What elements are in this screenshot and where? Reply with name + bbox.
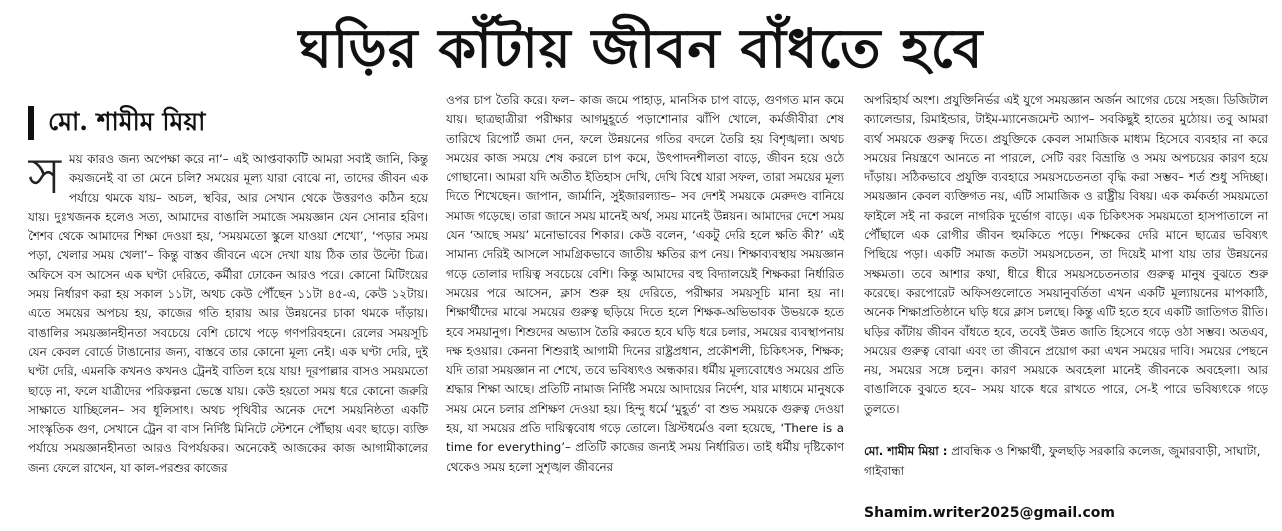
author-bio bbox=[864, 441, 1268, 481]
bio-text: প্রাবন্ধিক ও শিক্ষার্থী, ফুলছড়ি সরকারি কলেজ, জুমারবাড়ী, সাঘাটা, গাইবান্ধা bbox=[864, 444, 1261, 478]
column-2-text: ওপর চাপ তৈরি করে। ফল– কাজ জমে পাহাড়, মানসিক চাপ বাড়ে, গুণগত মান কমে যায়। ছাত্রছাত্রীরা পরীক্ষার আগমুহূর্তে পড়াশোনার ঝাঁপি খোলে, কর্মজীবীরা শেষ তারিখে রিপোর্ট জমা দেন, ফলে উন্নয়নের গতির বদলে তৈরি হয় বিশৃঙ্খলা। অথচ সময়ের কাজ সময়ে শেষ করলে চাপ কমে, উৎপাদনশীলতা বাড়ে, জীবন হয়ে ওঠে গোছানো। আমরা যদি অতীত ইতিহাস দেখি, দেখি বিশ্বে যারা সফল, তারা সময়ের মূল্য দিতে শিখেছেন। জাপান, জার্মানি, সুইজারল্যান্ড– সব দেশই সময়কে মেরুদণ্ড বানিয়ে সমাজ গড়েছে। তারা জানে সময় মানেই অর্থ, সময় মানেই উন্নয়ন। আমাদের দেশে সময় যেন ‘আছে সময়’ মনোভাবের শিকার। কেউ বলেন, ‘একটু দেরি হলে ক্ষতি কী?’ এই সামান্য দেরিই আসলে সামগ্রিকভাবে জাতীয় ক্ষতির রূপ নেয়। শিক্ষাব্যবস্থায় সময়জ্ঞান গড়ে তোলার দায়িত্ব সবচেয়ে বেশি। কিন্তু আমাদের বহু বিদ্যালয়েই শিক্ষকরা নির্ধারিত সময়ের পরে আসেন, ক্লাস শুরু হয় দেরিতে, পরীক্ষার সময়সূচি মানা হয় না। শিক্ষার্থীদের মাঝে সময়ের গুরুত্ব ছড়িয়ে দিতে হলে শিক্ষক-অভিভাবক উভয়কে হতে হবে সময়ানুগ। শিশুদের অভ্যাস তৈরি করতে হবে ঘড়ি ধরে চলার, সময়ের ব্যবস্থাপনায় দক্ষ হওয়ার। কেননা শিশুরাই আগামী দিনের রাষ্ট্রপ্রধান, প্রকৌশলী, চিকিৎসক, শিক্ষক; যদি তারা সময়জ্ঞান না শেখে, তবে ভবিষ্যৎও অন্ধকার। ধর্মীয় মূল্যবোধেও সময়ের প্রতি শ্রদ্ধার শিক্ষা আছে। প্রতিটি নামাজ নির্দিষ্ট সময়ে আদায়ের নির্দেশ, যার মাধ্যমে মানুষকে সময় মেনে চলার প্রশিক্ষণ দেওয়া হয়। হিন্দু ধর্মে ‘মুহূর্ত’ বা শুভ সময়কে গুরুত্ব দেওয়া হয়, যা সময়ের প্রতি দায়িত্ববোধ গড়ে তোলে। খ্রিস্টধর্মেও বলা হয়েছে, ‘There is a time for everything’– প্রতিটি কাজের জন্যই সময় নির্ধারিত। তাই ধর্মীয় দৃষ্টিকোণ থেকেও সময় হলো সুশৃঙ্খল জীবনের bbox=[446, 93, 844, 474]
bio-name: মো. শামীম মিয়া : bbox=[864, 444, 948, 458]
column-3-text: অপরিহার্য অংশ। প্রযুক্তিনির্ভর এই যুগে সময়জ্ঞান অর্জন আগের চেয়ে সহজ। ডিজিটাল ক্যালেন্ডার, রিমাইন্ডার, টাইম-ম্যানেজমেন্ট অ্যাপ– সবকিছুই হাতের মুঠোয়। তবু আমরা ব্যর্থ সময়কে গুরুত্ব দিতে। প্রযুক্তিকে কেবল সামাজিক মাধ্যম হিসেবে ব্যবহার না করে সময়ের নিয়ন্ত্রণে আনতে না পারলে, সেটি বরং বিভ্রান্তি ও সময় অপচয়ের কারণ হয়ে দাঁড়ায়। সঠিকভাবে প্রযুক্তি ব্যবহারে সময়সচেতনতা বৃদ্ধি করা সম্ভব– শর্ত শুধু সদিচ্ছা। সময়জ্ঞান কেবল ব্যক্তিগত নয়, এটি সামাজিক ও রাষ্ট্রীয় বিষয়। এক কর্মকর্তা সময়মতো ফাইলে সই না করলে নাগরিক দুর্ভোগ বাড়ে। এক চিকিৎসক সময়মতো হাসপাতালে না পৌঁছালে এক রোগীর জীবন হুমকিতে পড়ে। শিক্ষকের দেরি মানে ছাত্রের ভবিষ্যৎ পিছিয়ে পড়া। একটি সমাজ কতটা সময়সচেতন, তা দিয়েই মাপা যায় তার উন্নয়নের সক্ষমতা। তবে আশার কথা, ধীরে ধীরে সময়সচেতনতার গুরুত্ব মানুষ বুঝতে শুরু করেছে। করপোরেট অফিসগুলোতে সময়ানুবর্তিতা এখন একটি মূল্যায়নের মাপকাঠি, অনেক শিক্ষাপ্রতিষ্ঠানে ঘড়ি ধরে ক্লাস চলছে। কিন্তু এটি হতে হবে একটি জাতিগত রীতি। ঘড়ির কাঁটায় জীবন বাঁধতে হবে, তবেই উন্নত জাতি হিসেবে গড়ে ওঠা সম্ভব। অতএব, সময়ের গুরুত্ব বোঝা এবং তা জীবনে প্রয়োগ করা এখন সময়ের দাবি। সময়ের পেছনে নয়, সময়ের সঙ্গে চলুন। কারণ সময়কে অবহেলা মানেই জীবনকে অবহেলা। আর বাঙালিকে বুঝতে হবে– সময় যাকে ধরে রাখতে পারে, সে-ই পারে ভবিষ্যৎকে গড়ে তুলতে। bbox=[864, 93, 1268, 416]
byline-bar bbox=[28, 106, 34, 140]
author-name: মো. শামীম মিয়া bbox=[48, 106, 206, 136]
headline: ঘড়ির কাঁটায় জীবন বাঁধতে হবে bbox=[298, 16, 984, 80]
article-column-1 bbox=[28, 150, 428, 528]
byline bbox=[28, 103, 205, 143]
column-1-text: ময় কারও জন্য অপেক্ষা করে না’– এই আপ্তবাক্যটি আমরা সবাই জানি, কিন্তু কয়জনেই বা তা মেনে চলি? সময়ের মূল্য যারা বোঝে না, তাদের জীবন এক পর্যায়ে থমকে যায়– অচল, স্থবির, আর সেখান থেকে উত্তরণও কঠিন হয়ে যায়। দুঃখজনক হলেও সত্য, আমাদের বাঙালি সমাজে সময়জ্ঞান যেন সোনার হরিণ। শৈশব থেকে আমাদের শিক্ষা দেওয়া হয়, ‘সময়মতো স্কুলে যাওয়া শেখো’, ‘পড়ার সময় পড়া, খেলার সময় খেলা’– কিন্তু বাস্তব জীবনে এসে দেখা যায় ঠিক তার উল্টো চিত্র। অফিসে বস আসেন এক ঘণ্টা দেরিতে, কর্মীরা ঢোকেন আরও পরে। কোনো মিটিংয়ের সময় নির্ধারণ করা হয় সকাল ১১টা, অথচ কেউ পৌঁছেন ১১টা ৪৫-এ, কেউ ১২টায়। এতে সময়ের অপচয় হয়, কাজের গতি হারায় আর উন্নয়নের চাকা থমকে দাঁড়ায়। বাঙালির সময়জ্ঞানহীনতা সবচেয়ে বেশি চোখে পড়ে গণপরিবহনে। রেলের সময়সূচি যেন কেবল বোর্ডে টাঙানোর জন্য, বাস্তবে তার কোনো মূল্য নেই। এক ঘণ্টা দেরি, দুই ঘণ্টা দেরি, এমনকি কখনও কখনও ট্রেনই বাতিল হয়ে যায়! দূরপাল্লার বাসও সময়মতো ছাড়ে না, ফলে যাত্রীদের পরিকল্পনা ভেস্তে যায়। কেউ হয়তো সময় ধরে কোনো জরুরি সাক্ষাতে যাচ্ছিলেন– সব ধূলিসাৎ। অথচ পৃথিবীর অনেক দেশে সময়নিষ্ঠতা একটি সাংস্কৃতিক গুণ, সেখানে ট্রেন বা বাস নির্দিষ্ট মিনিটে স্টেশনে পৌঁছায় এবং ছাড়ে। ব্যক্তি পর্যায়ে সময়জ্ঞানহীনতা আরও বিপর্যয়কর। অনেকেই আজকের কাজ আগামীকালের জন্য ফেলে রাখেন, যা কাল-পরশুর কাজের bbox=[28, 152, 428, 475]
article-column-2 bbox=[446, 91, 844, 528]
drop-cap: স bbox=[28, 150, 62, 205]
article-column-3 bbox=[864, 91, 1268, 435]
author-email: Shamim.writer2025@gmail.com bbox=[864, 505, 1115, 521]
